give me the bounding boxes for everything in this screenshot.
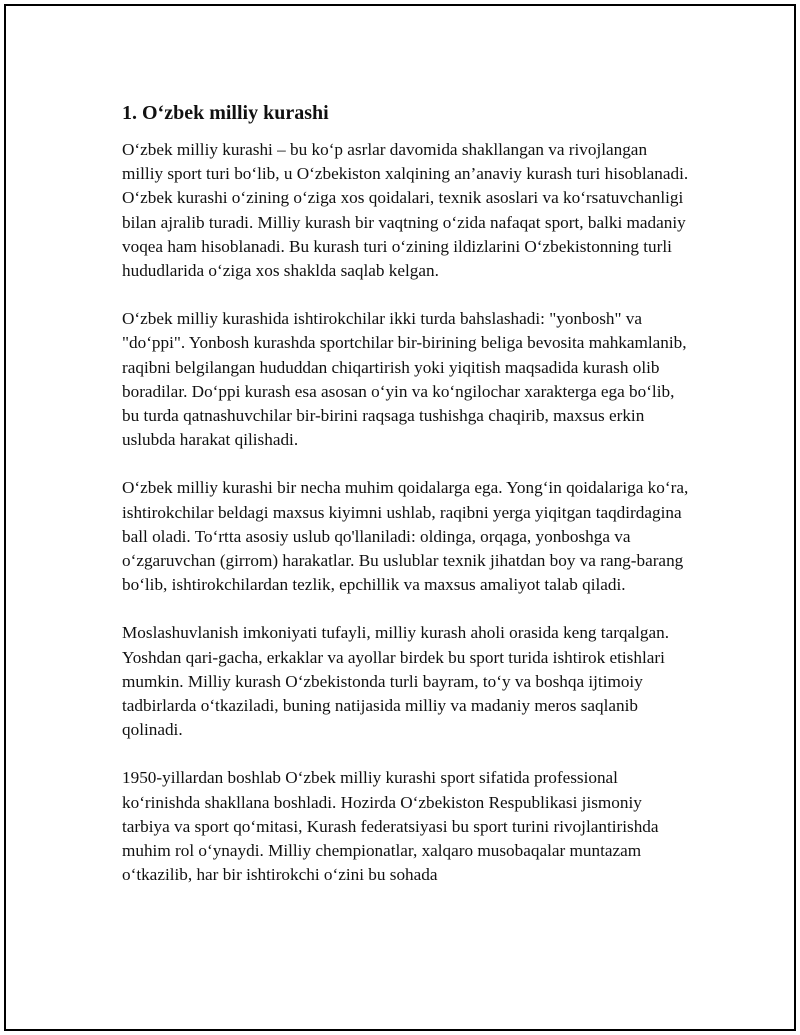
page-frame — [4, 4, 796, 1031]
document-body — [122, 98, 692, 911]
paragraph-rules: O‘zbek milliy kurashi bir necha muhim qoidalarga ega. Yong‘in qoidalariga ko‘ra, ishtirokchilar beldagi maxsus kiyimni ushlab, raqibni yerga yiqitgan taqdirdagina ball oladi. To‘rtta asosiy uslub qo'llaniladi: oldinga, orqaga, yonboshga va o‘zgaruvchan (girrom) harakatlar. Bu uslublar texnik jihatdan boy va rang-barang bo‘lib, ishtirokchilardan tezlik, epchillik va maxsus amaliyot talab qiladi. — [122, 478, 689, 595]
paragraph-intro: O‘zbek milliy kurashi – bu ko‘p asrlar davomida shakllangan va rivojlangan milliy sport turi bo‘lib, u O‘zbekiston xalqining an’anaviy kurash turi hisoblanadi. O‘zbek kurashi o‘zining o‘ziga xos qoidalari, texnik asoslari va ko‘rsatuvchanligi bilan ajralib turadi. Milliy kurash bir vaqtning o‘zida nafaqat sport, balki madaniy voqea ham hisoblanadi. Bu kurash turi o‘zining ildizlarini O‘zbekistonning turli hududlarida o‘ziga xos shaklda saqlab kelgan. — [122, 140, 689, 281]
section-heading: 1. O‘zbek milliy kurashi — [122, 102, 329, 124]
paragraph-styles: O‘zbek milliy kurashida ishtirokchilar ikki turda bahslashadi: "yonbosh" va "do‘ppi". Yonbosh kurashda sportchilar bir-birining beliga bevosita mahkamlanib, raqibni belgilangan hududdan chiqartirish yoki yiqitish maqsadida kurash olib boradilar. Do‘ppi kurash esa asosan o‘yin va ko‘ngilochar xarakterga ega bo‘lib, bu turda qatnashuvchilar bir-birini raqsaga tushishga chaqirib, maxsus erkin uslubda harakat qilishadi. — [122, 309, 687, 450]
paragraph-history: 1950-yillardan boshlab O‘zbek milliy kurashi sport sifatida professional ko‘rinishda shakllana boshladi. Hozirda O‘zbekiston Respublikasi jismoniy tarbiya va sport qo‘mitasi, Kurash federatsiyasi bu sport turini rivojlantirishda muhim rol o‘ynaydi. Milliy chempionatlar, xalqaro musobaqalar muntazam o‘tkazilib, har bir ishtirokchi o‘zini bu sohada — [122, 768, 659, 885]
paragraph-popularity: Moslashuvlanish imkoniyati tufayli, milliy kurash aholi orasida keng tarqalgan. Yoshdan qari-gacha, erkaklar va ayollar birdek bu sport turida ishtirok etishlari mumkin. Milliy kurash O‘zbekistonda turli bayram, to‘y va boshqa ijtimoiy tadbirlarda o‘tkaziladi, buning natijasida milliy va madaniy meros saqlanib qolinadi. — [122, 623, 670, 740]
